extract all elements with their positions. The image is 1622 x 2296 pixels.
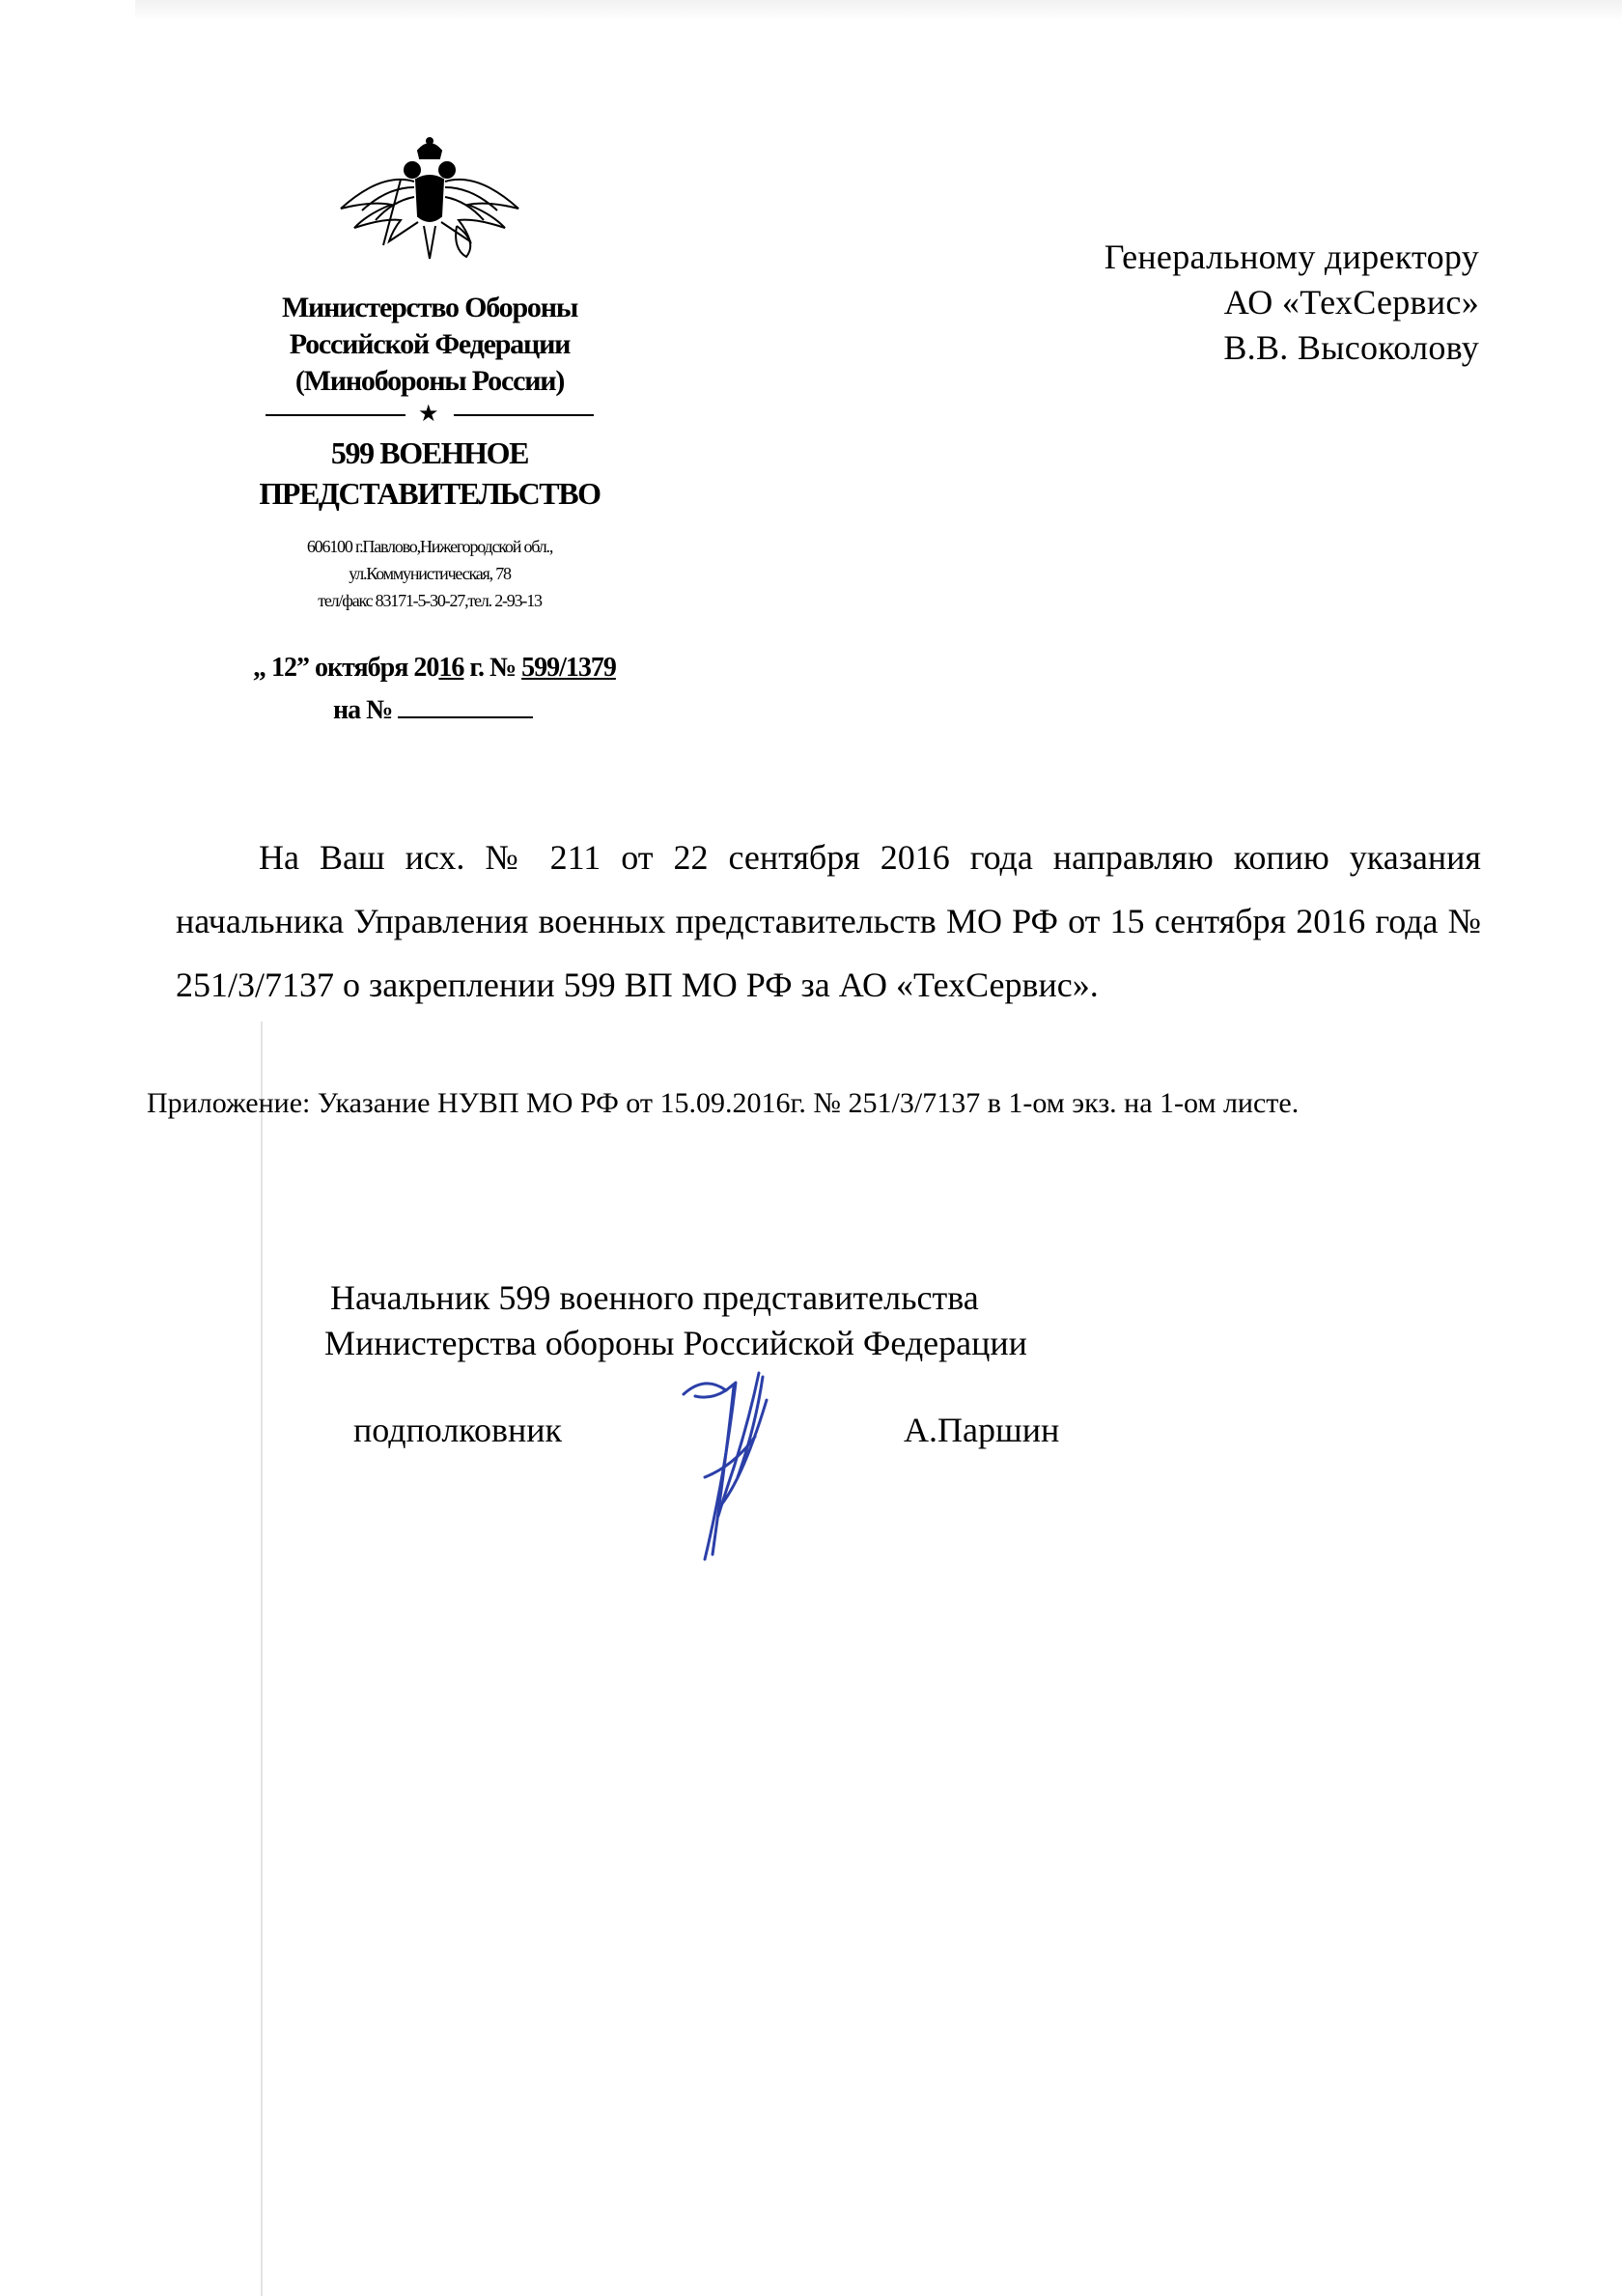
attachment-note: Приложение: Указание НУВП МО РФ от 15.09.2016г. № 251/3/7137 в 1-ом экз. на 1-ом листе. [147,1087,1300,1119]
date-month: октября [315,653,408,683]
double-headed-eagle-emblem-icon [333,133,526,268]
reference-label: на № [333,695,393,725]
sender-address [246,533,613,614]
handwritten-signature-icon [666,1361,821,1569]
signatory-name: А.Паршин [904,1411,1060,1449]
address-line: тел/факс 83171-5-30-27,тел. 2-93-13 [318,591,542,610]
date-year-unit: г. [469,653,484,683]
date-year-prefix: 20 [413,653,439,683]
address-line: 606100 г.Павлово,Нижегородской обл., [306,537,553,556]
star-divider [266,404,594,427]
divider-rule [266,414,406,416]
date-close-quote: ” [296,653,309,683]
sender-block [246,290,613,614]
signatory-title-line: Начальник 599 военного представительства [330,1278,979,1317]
divider-rule [454,414,594,416]
addressee-line: В.В. Высоколову [1223,328,1479,367]
addressee-line: Генеральному директору [1104,238,1479,276]
ministry-line: Российской Федерации [289,328,571,360]
signatory-title [324,1275,1027,1366]
reference-line [333,691,533,726]
star-icon: ★ [418,402,439,427]
scan-fold-line [261,1022,263,2296]
unit-name-line: ПРЕДСТАВИТЕЛЬСТВО [259,476,601,511]
ministry-line: (Минобороны России) [294,365,565,397]
signatory-rank: подполковник [353,1411,562,1449]
body-paragraph: На Ваш исх. № 211 от 22 сентября 2016 года направляю копию указания начальника Управления военных представительств МО РФ от 15 сентября 2016 года № 251/3/7137 о закреплении 599 ВП МО РФ за АО «ТехСервис». [176,838,1481,1004]
signatory-title-line: Министерства обороны Российской Федерации [324,1324,1027,1362]
date-day: 12 [271,653,296,683]
letter-body [176,826,1481,1017]
ministry-line: Министерство Обороны [281,292,578,323]
unit-name-line: 599 ВОЕННОЕ [330,435,529,470]
date-open-quote: „ [253,653,266,683]
outgoing-dateline [253,653,616,684]
addressee-line: АО «ТехСервис» [1223,283,1479,322]
reference-blank [398,691,533,718]
outgoing-number: 599/1379 [521,653,616,683]
addressee-block [1105,235,1479,371]
scan-top-shadow [135,0,1622,21]
address-line: ул.Коммунистическая, 78 [349,564,511,583]
number-label: № [489,653,517,683]
date-year-suffix: 16 [438,653,464,683]
